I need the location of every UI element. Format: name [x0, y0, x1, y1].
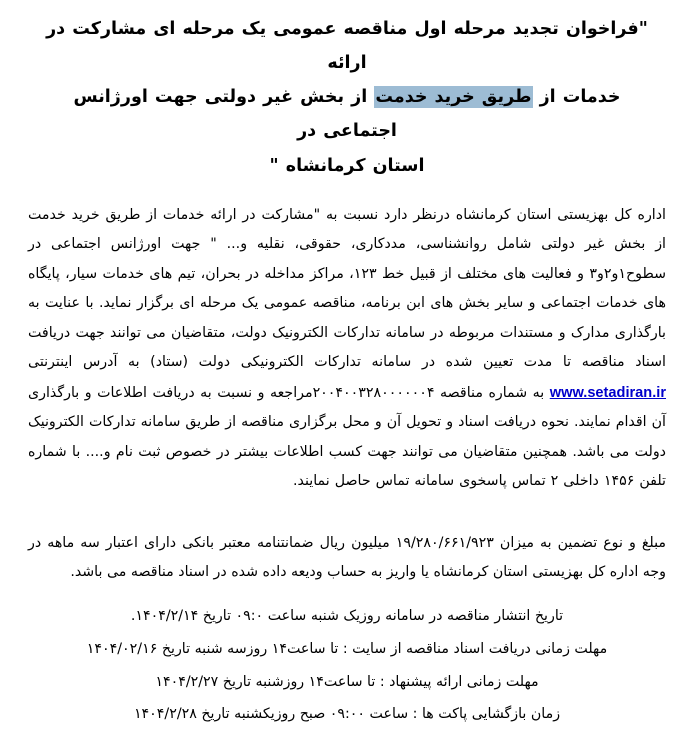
paragraph-1-text: اداره کل بهزیستی استان کرمانشاه درنظر دارد نسبت به "مشارکت در ارائه خدمات از طریق خرید خدمت از بخش غیر دولتی شامل روانشناسی، مددکاری، حقوقی، نقلیه و... " جهت اورژانس اجتماعی در سطوح۱و۲و۳ و فعالیت های مختلف از قبیل خط ۱۲۳، مراکز مداخله در بحران، تیم های خدمات سیار، پایگاه های خدمات اجتماعی و سایر بخش های ابن برنامه، مناقصه عمومی یک مرحله ای برگزار نماید. با عنایت به بارگذاری مدارک و مستندات مربوطه در سامانه تدارکات الکترونیک دولت، متقاضیان می توانند جهت دریافت اسناد مناقصه تا مدت تعیین شده در سامانه تدارکات الکترونیکی دولت (ستاد) به آدرس اینترنتی — [28, 206, 666, 371]
key-dates-section — [0, 587, 694, 729]
guarantee-amount: ۱۹/۲۸۰/۶۶۱/۹۲۳ — [395, 534, 494, 551]
announcement-body — [0, 183, 694, 588]
title-line-2-after: از بخش غیر دولتی جهت اورژانس اجتماعی در — [73, 87, 397, 142]
paragraph-spacer — [28, 511, 666, 529]
tender-number-prefix: به شماره مناقصه — [434, 384, 550, 401]
tender-number: ۲۰۰۴۰۰۳۲۸۰۰۰۰۰۰۴ — [312, 384, 435, 401]
body-paragraph-main — [28, 201, 666, 497]
envelope-opening-date: زمان بازگشایی پاکت ها : ساعت ۰۹:۰۰ صبح روزیکشنبه تاریخ ۱۴۰۴/۲/۲۸ — [133, 706, 561, 723]
title-line-2-before: خدمات از — [532, 87, 621, 108]
document-download-deadline: مهلت زمانی دریافت اسناد مناقصه از سایت : تا ساعت۱۴ روزسه شنبه تاریخ ۱۴۰۴/۰۲/۱۶ — [86, 640, 608, 657]
body-paragraph-guarantee — [28, 529, 666, 587]
title-highlighted-phrase: طریق خرید خدمت — [375, 87, 532, 108]
title-line-2 — [34, 80, 660, 148]
publication-date: تاریخ انتشار مناقصه در سامانه روزیک شنبه ساعت ۰۹:۰ تاریخ ۱۴۰۴/۲/۱۴. — [130, 608, 564, 625]
announcement-title — [0, 0, 694, 183]
title-line-3: استان کرمانشاه " — [269, 155, 425, 176]
setadiran-link[interactable]: www.setadiran.ir — [549, 384, 666, 401]
paragraph-1-tail: مراجعه و نسبت به دریافت اطلاعات و بارگذاری آن اقدام نمایند. نحوه دریافت اسناد و تحویل آن و محل برگزاری مناقصه از طریق سامانه تدارکات الکترونیک دولت می باشد. همچنین متقاضیان می توانند جهت کسب اطلاعات بیشتر در خصوص ثبت نام و.... با شماره تلفن ۱۴۵۶ داخلی ۲ تماس پاسخوی سامانه تماس حاصل نمایند. — [28, 384, 666, 490]
proposal-submission-deadline: مهلت زمانی ارائه پیشنهاد : تا ساعت۱۴ روزشنبه تاریخ ۱۴۰۴/۲/۲۷ — [155, 673, 539, 690]
title-line-1: "فراخوان تجدید مرحله اول مناقصه عمومی یک مرحله ای مشارکت در ارائه — [46, 19, 648, 74]
guarantee-prefix: مبلغ و نوع تضمین به میزان — [493, 534, 666, 551]
guarantee-suffix: میلیون ریال ضمانتنامه معتبر بانکی دارای اعتبار سه ماهه در وجه اداره کل بهزیستی استان کرمانشاه یا واریز به حساب ودیعه داده شده در اسناد مناقصه می باشد. — [28, 534, 666, 581]
